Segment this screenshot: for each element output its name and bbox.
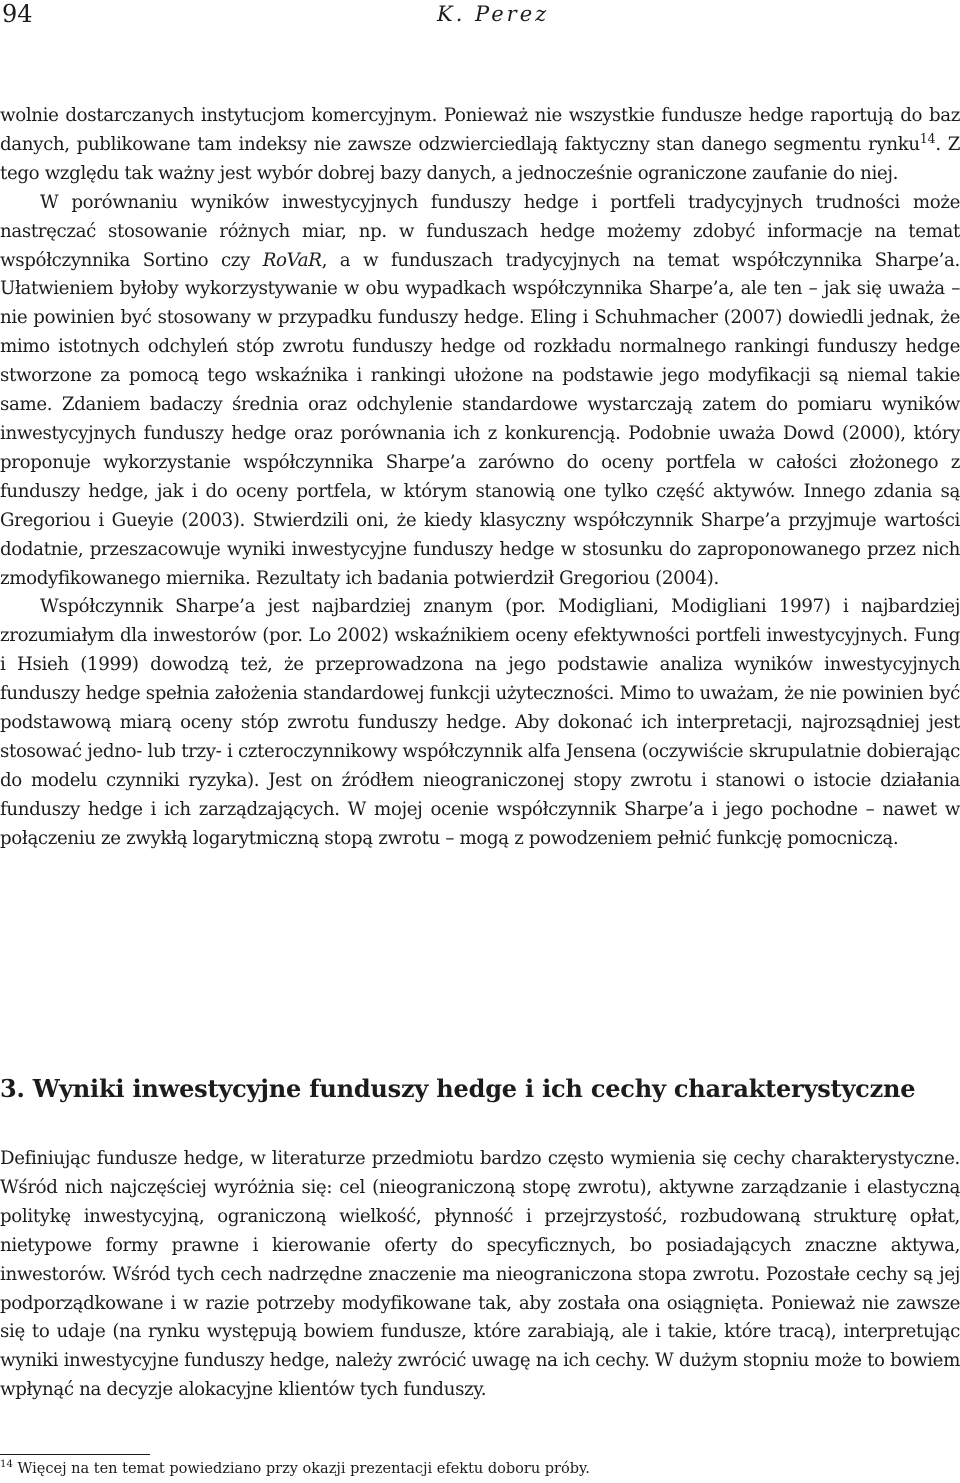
page-header	[0, 0, 960, 36]
emphasis-term: RoVaR	[262, 249, 322, 271]
section-title: 3. Wyniki inwestycyjne funduszy hedge i ich cechy charakterystyczne	[0, 1074, 916, 1103]
paragraph-text: . Z tego względu tak ważny jest wybór dobrej bazy danych, a jednocześnie ograniczone zaufanie do niej.	[0, 133, 960, 184]
footnote-ref: 14	[919, 131, 936, 147]
paragraph: Definiując fundusze hedge, w literaturze przedmiotu bardzo często wymienia się cechy charakterystyczne. Wśród nich najczęściej wyróżnia się: cel (nieograniczoną stopę zwrotu), aktywne zarządzanie i elastyczną politykę inwestycyjną, ograniczoną wielkość, płynność i przejrzystość, rozbudowaną strukturę opłat, nietypowe formy prawne i kierowanie oferty do specyficznych, bo posiadających znaczne aktywa, inwestorów. Wśród tych cech nadrzędne znaczenie ma nieograniczona stopa zwrotu. Pozostałe cechy są jej podporządkowane i w razie potrzeby modyfikowane tak, aby została ona osiągnięta. Ponieważ nie zawsze się to udaje (na rynku występują bowiem fundusze, które zarabiają, ale i takie, które tracą), interpretując wyniki inwestycyjne funduszy hedge, należy zwrócić uwagę na ich cechy. W dużym stopniu może to bowiem wpłynąć na decyzje alokacyjne klientów tych funduszy.	[0, 1148, 960, 1401]
section-body	[0, 1145, 960, 1405]
paragraph: Współczynnik Sharpe’a jest najbardziej znanym (por. Modigliani, Modigliani 1997) i najbardziej zrozumiałym dla inwestorów (por. Lo 2002) wskaźnikiem oceny efektywności portfeli inwestycyjnych. Fung i Hsieh (1999) dowodzą też, że przeprowadzona na jego podstawie analiza wyników inwestycyjnych funduszy hedge spełnia założenia standardowej funkcji użyteczności. Mimo to uważam, że nie powinien być podstawową miarą oceny stóp zwrotu funduszy hedge. Aby dokonać ich interpretacji, najrozsądniej jest stosować jedno- lub trzy- i czteroczynnikowy współczynnik alfa Jensena (oczywiście skrupulatnie dobierając do modelu czynniki ryzyka). Jest on źródłem nieograniczonej stopy zwrotu i stanowi o istocie działania funduszy hedge i ich zarządzających. W mojej ocenie współczynnik Sharpe’a i jego pochodne – nawet w połączeniu ze zwykłą logarytmiczną stopą zwrotu – mogą z powodzeniem pełnić funkcję pomocniczą.	[0, 596, 960, 849]
footnote-text: Więcej na ten temat powiedziano przy okazji prezentacji efektu doboru próby.	[17, 1461, 590, 1477]
paragraph-text: wolnie dostarczanych instytucjom komercyjnym. Ponieważ nie wszystkie fundusze hedge raportują do baz danych, publikowane tam indeksy nie zawsze odzwierciedlają faktyczny stan danego segmentu rynku	[0, 105, 960, 155]
body-text	[0, 102, 960, 854]
footnote	[0, 1459, 960, 1479]
section-heading-block	[0, 1074, 960, 1103]
page-number: 94	[2, 0, 33, 28]
paragraph-text: W porównaniu wyników inwestycyjnych funduszy hedge i portfeli tradycyjnych trudności może nastręczać stosowanie różnych miar, np. w funduszach hedge możemy zdobyć informacje na temat współczynnika Sortino czy	[0, 191, 960, 271]
paragraph-text: , a w funduszach tradycyjnych na temat współczynnika Sharpe’a. Ułatwieniem byłoby wykorzystywanie w obu wypadkach współczynnika Sharpe’a, ale ten – jak się uważa – nie powinien być stosowany w przypadku funduszy hedge. Eling i Schuhmacher (2007) dowiedli jednak, że mimo istotnych odchyleń stóp zwrotu funduszy hedge od rozkładu normalnego rankingi funduszy hedge stworzone za pomocą tego wskaźnika i rankingi ułożone na podstawie jego modyfikacji są niemal takie same. Zdaniem badaczy średnia oraz odchylenie standardowe wystarczają zatem do pomiaru wyników inwestycyjnych funduszy hedge oraz porównania ich z konkurencją. Podobnie uważa Dowd (2000), który proponuje wykorzystanie współczynnika Sharpe’a zarówno do oceny portfela w całości złożonego z funduszy hedge, jak i do oceny portfela, w którym stanowią one tylko część aktywów. Innego zdania są Gregoriou i Gueyie (2003). Stwierdzili oni, że kiedy klasyczny współczynnik Sharpe’a przyjmuje wartości dodatnie, przeszacowuje wyniki inwestycyjne funduszy hedge w stosunku do zaproponowanego przez nich zmodyfikowanego miernika. Rezultaty ich badania potwierdził Gregoriou (2004).	[0, 249, 960, 589]
paragraph	[0, 189, 960, 594]
paragraph-continuation	[0, 102, 960, 189]
running-head: K. Perez	[437, 2, 550, 26]
footnote-separator	[0, 1454, 150, 1455]
footnote-marker: 14	[0, 1459, 13, 1471]
